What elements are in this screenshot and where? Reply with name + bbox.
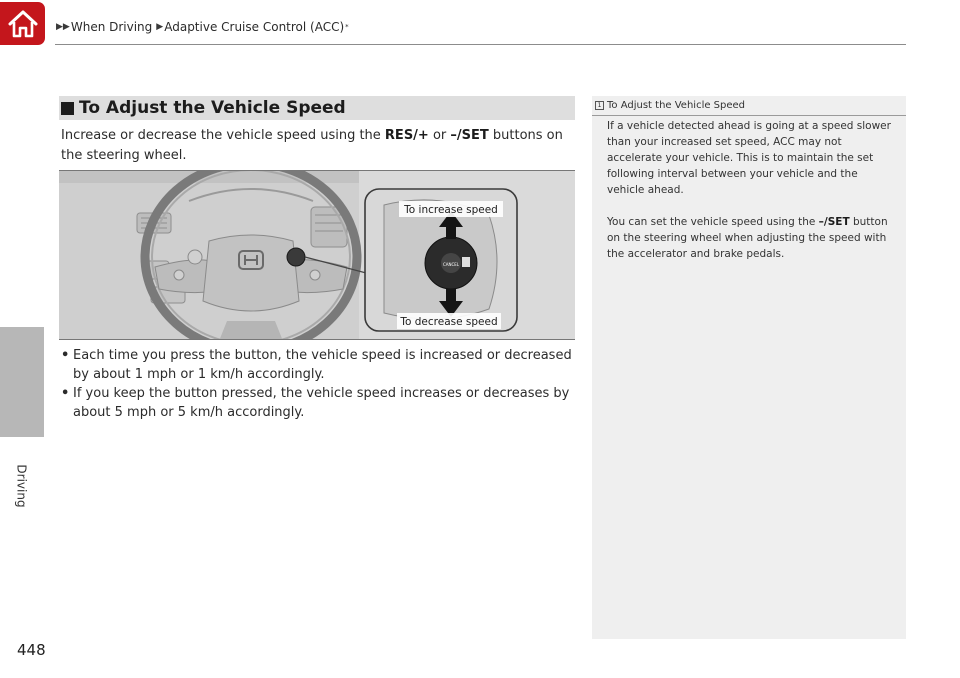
set-minus-label: –/SET xyxy=(450,128,489,143)
note-paragraph: You can set the vehicle speed using the –/SET button on the steering wheel when adjusting the speed with the accelerator and brake pedals. xyxy=(607,216,888,260)
note-panel xyxy=(592,96,906,639)
chapter-label: Driving xyxy=(14,464,29,508)
bullet-list xyxy=(61,346,581,422)
label-increase-speed: To increase speed xyxy=(404,204,498,216)
breadcrumb xyxy=(55,20,349,34)
breadcrumb-item[interactable]: When Driving xyxy=(70,20,153,34)
section-heading xyxy=(59,96,575,120)
section-title: To Adjust the Vehicle Speed xyxy=(79,98,346,118)
steering-wheel-diagram xyxy=(59,171,575,340)
label-decrease-speed: To decrease speed xyxy=(400,316,498,328)
note-icon: 1 xyxy=(595,101,604,110)
home-icon xyxy=(6,8,40,40)
list-item: • If you keep the button pressed, the vehicle speed increases or decreases by about 5 mph or 5 km/h accordingly. xyxy=(61,384,581,422)
note-body xyxy=(607,118,895,278)
svg-text:CANCEL: CANCEL xyxy=(442,262,460,267)
steering-wheel-illustration xyxy=(59,170,575,340)
footnote-marker: * xyxy=(345,23,349,31)
set-minus-label: –/SET xyxy=(818,216,850,228)
square-bullet-icon xyxy=(61,102,74,115)
breadcrumb-item[interactable]: Adaptive Cruise Control (ACC) xyxy=(164,20,345,34)
note-paragraph: If a vehicle detected ahead is going at a speed slower than your increased set speed, ACC may not accelerate your vehicle. This is to maintain the set following interval between your vehicle and the vehicle ahead. xyxy=(607,120,891,196)
res-plus-label: RES/+ xyxy=(384,128,429,143)
home-button[interactable] xyxy=(0,2,45,45)
note-title: To Adjust the Vehicle Speed xyxy=(607,100,746,111)
header-divider xyxy=(55,44,906,45)
intro-paragraph: Increase or decrease the vehicle speed using the RES/+ or –/SET buttons on the steering wheel. xyxy=(61,128,563,163)
page-number: 448 xyxy=(17,641,46,659)
breadcrumb-arrow-icon: ▶▶ xyxy=(56,22,70,32)
note-header xyxy=(592,96,906,116)
chapter-tab[interactable] xyxy=(0,327,44,437)
breadcrumb-arrow-icon: ▶ xyxy=(156,22,164,32)
list-item: • Each time you press the button, the vehicle speed is increased or decreased by about 1 mph or 1 km/h accordingly. xyxy=(61,346,581,384)
